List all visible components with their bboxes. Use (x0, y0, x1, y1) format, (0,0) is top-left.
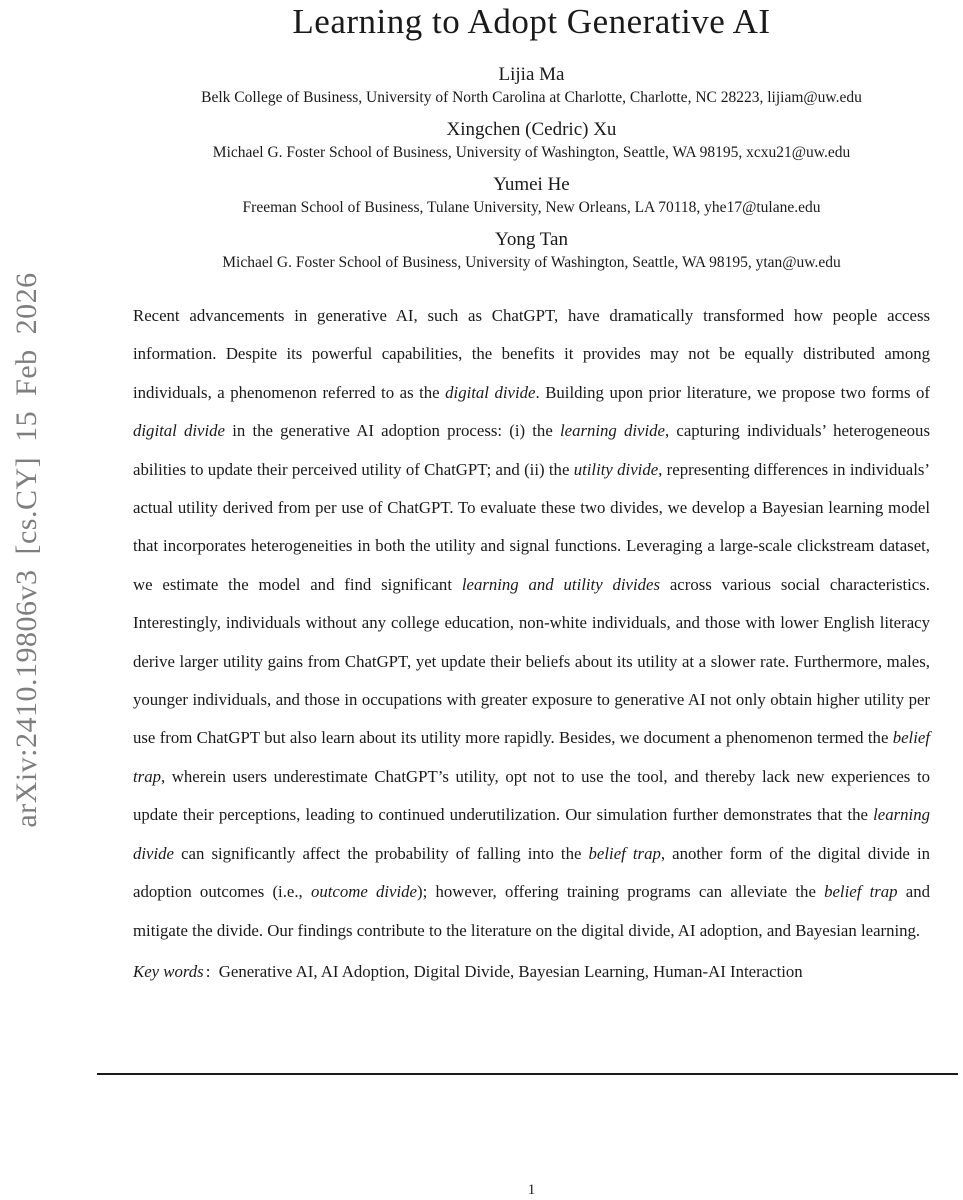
author-affiliation: Michael G. Foster School of Business, University of Washington, Seattle, WA 98195, ytan@uw.edu (222, 254, 841, 271)
abstract-italic-term: utility divide (573, 459, 659, 479)
abstract-italic-term: outcome divide (310, 882, 417, 902)
keywords-line (133, 960, 930, 984)
paper-content (133, 0, 930, 984)
keywords-text: : Generative AI, AI Adoption, Digital Divide, Bayesian Learning, Human-AI Interaction (205, 961, 803, 981)
abstract-segment: , capturing individuals’ heterogeneous abilities to update their perceived utility of ChatGPT; and (ii) the (133, 421, 930, 479)
abstract-italic-term: digital divide (133, 421, 226, 441)
author-list (133, 63, 930, 274)
keywords-label: Key words (133, 961, 204, 981)
abstract-segment: can significantly affect the probability of falling into the (174, 843, 589, 863)
author-affiliation: Belk College of Business, University of North Carolina at Charlotte, Charlotte, NC 28223, lijiam@uw.edu (201, 89, 862, 106)
abstract-segment: . Building upon prior literature, we propose two forms of (535, 382, 930, 402)
author-entry (133, 228, 930, 274)
abstract-segment: , representing differences in individuals’ actual utility derived from per use of ChatGPT. To evaluate these two divides, we develop a Bayesian learning model that incorporates heterogeneities in both the utility and signal functions. Leveraging a large-scale clickstream dataset, we estimate the model and find significant (133, 459, 930, 594)
abstract-segment: Recent advancements in generative AI, such as ChatGPT, have dramatically transformed how people access information. Despite its powerful capabilities, the benefits it provides may not be equally distributed among individuals, a phenomenon referred to as the (133, 306, 930, 402)
abstract-segment: , wherein users underestimate ChatGPT’s utility, opt not to use the tool, and thereby lack new experiences to update their perceptions, leading to continued underutilization. Our simulation further demonstrates that the (133, 766, 930, 825)
author-entry (133, 63, 930, 109)
abstract-italic-term: digital divide (445, 382, 536, 402)
author-entry (133, 118, 930, 164)
abstract-italic-term: learning and utility divides (461, 574, 661, 594)
author-affiliation: Michael G. Foster School of Business, University of Washington, Seattle, WA 98195, xcxu21@uw.edu (212, 144, 851, 161)
abstract-italic-term: learning divide (133, 805, 930, 863)
abstract-segment: and mitigate the divide. Our findings contribute to the literature on the digital divide, AI adoption, and Bayesian learning. (133, 882, 930, 940)
footer-rule (97, 1073, 958, 1075)
abstract-italic-term: belief trap (588, 843, 661, 863)
author-name: Yong Tan (495, 229, 568, 250)
arxiv-watermark: arXiv:2410.19806v3 [cs.CY] 15 Feb 2026 (10, 272, 43, 828)
author-name: Yumei He (493, 174, 570, 195)
abstract-italic-term: belief trap (824, 882, 898, 902)
author-name: Xingchen (Cedric) Xu (446, 119, 617, 140)
author-name: Lijia Ma (498, 64, 565, 85)
paper-title: Learning to Adopt Generative AI (292, 2, 771, 41)
abstract-segment: ); however, offering training programs can alleviate the (417, 882, 825, 902)
abstract-italic-term: belief trap (133, 728, 930, 786)
author-affiliation: Freeman School of Business, Tulane University, New Orleans, LA 70118, yhe17@tulane.edu (242, 199, 821, 216)
abstract-text (133, 297, 930, 950)
abstract-segment: across various social characteristics. Interestingly, individuals without any college education, non-white individuals, and those with lower English literacy derive larger utility gains from ChatGPT, yet update their beliefs about its utility at a slower rate. Furthermore, males, younger individuals, and those in occupations with greater exposure to generative AI not only obtain higher utility per use from ChatGPT but also learn about its utility more rapidly. Besides, we document a phenomenon termed the (133, 574, 930, 748)
page-number: 1 (527, 1182, 536, 1198)
abstract-segment: in the generative AI adoption process: (i) the (225, 421, 560, 441)
abstract-italic-term: learning divide (559, 421, 666, 441)
author-entry (133, 173, 930, 219)
abstract-segment: , another form of the digital divide in adoption outcomes (i.e., (133, 843, 931, 902)
